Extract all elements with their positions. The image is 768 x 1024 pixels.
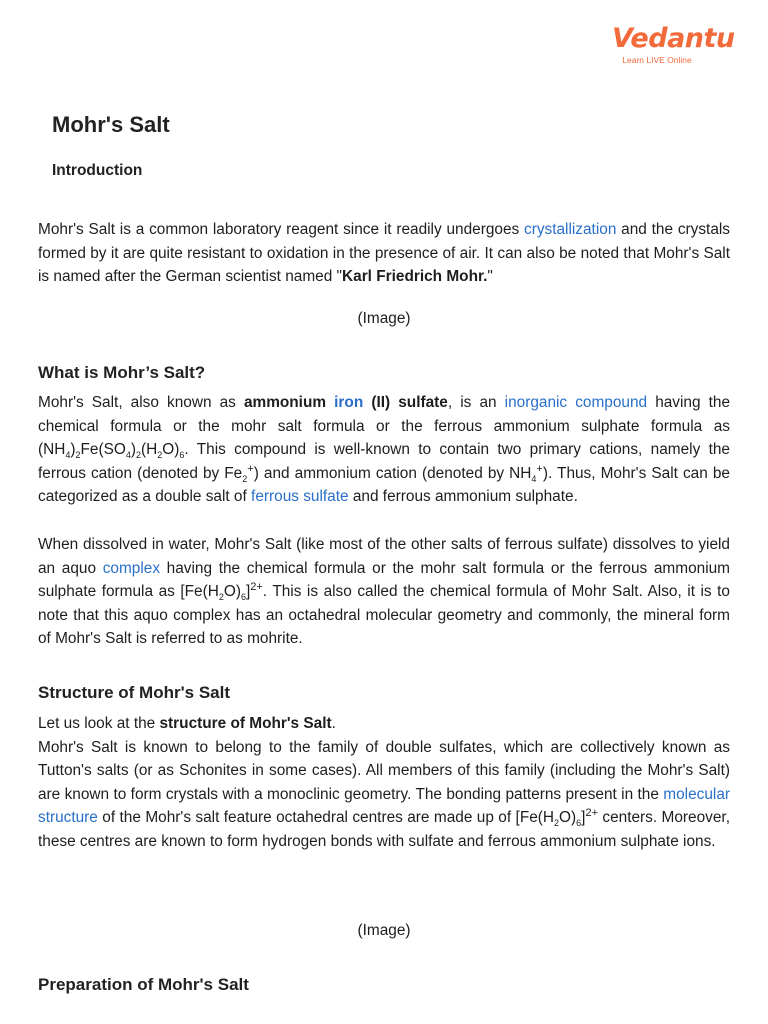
link-complex[interactable]: complex <box>102 559 161 577</box>
structure-section <box>38 681 730 705</box>
intro-paragraph: Mohr's Salt is a common laboratory reagent since it readily undergoes crystallization and the crystals formed by it are quite resistant to oxidation in the presence of air. It can also be noted that Mohr's Salt is named after the German scientist named "Karl Friedrich Mohr." <box>38 221 730 285</box>
link-ferrous-sulfate[interactable]: ferrous sulfate <box>251 488 349 505</box>
intro-section <box>38 218 730 289</box>
preparation-section <box>38 973 730 997</box>
link-iron[interactable]: iron <box>334 394 364 411</box>
logo-tagline: Learn LIVE Online <box>622 55 692 65</box>
image-placeholder-2: (Image) <box>357 922 411 939</box>
scientist-name: Karl Friedrich Mohr. <box>342 268 488 285</box>
vedantu-logo <box>612 22 735 65</box>
what-paragraph-2: When dissolved in water, Mohr's Salt (like most of the other salts of ferrous sulfate) dissolves to yield an aquo complex having the chemical formula or the mohr salt formula or the ferrous ammonium sulphate formula as $[Fe(H_2O)_6]^{2+}$. This is also called the chemical formula of Mohr Salt. Also, it is to note that this aquo complex has an octahedral molecular geometry and commonly, the mineral form of Mohr's Salt is referred to as mohrite. <box>38 536 730 647</box>
structure-intro-line: Let us look at the structure of Mohr's Salt. <box>38 715 336 732</box>
what-heading: What is Mohr’s Salt? <box>38 363 206 382</box>
link-crystallization[interactable]: crystallization <box>524 221 617 238</box>
what-body <box>38 391 730 509</box>
logo-wordmark: Vedantu <box>612 23 735 54</box>
what-body-2 <box>38 533 730 651</box>
what-section <box>38 361 730 385</box>
image-placeholder-1: (Image) <box>357 310 411 327</box>
intro-heading: Introduction <box>52 162 143 179</box>
page-title: Mohr's Salt <box>52 112 170 137</box>
link-inorganic-compound[interactable]: inorganic compound <box>504 394 648 411</box>
what-paragraph-1: Mohr's Salt, also known as ammonium iron (II) sulfate, is an inorganic compound having the chemical formula or the mohr salt formula or the ferrous ammonium sulphate formula as $(NH_4)_2Fe(SO_4)_2(H_2O)_6$. This compound is well-known to contain two primary cations, namely the ferrous cation (denoted by $Fe_2^+$) and ammonium cation (denoted by $NH_4^+$). Thus, Mohr's Salt can be categorized as a double salt of ferrous sulfate and ferrous ammonium sulphate. <box>38 394 731 505</box>
structure-paragraph: Mohr's Salt is known to belong to the family of double sulfates, which are collectively known as Tutton's salts (or as Schonites in some cases). All members of this family (including the Mohr's Salt) are known to form crystals with a monoclinic geometry. The bonding patterns present in the molecular structure of the Mohr's salt feature octahedral centres are made up of $[Fe(H_2O)_6]^{2+}$ centers. Moreover, these centres are known to form hydrogen bonds with sulfate and ferrous ammonium sulphate ions. <box>38 738 730 850</box>
preparation-heading: Preparation of Mohr's Salt <box>38 975 249 994</box>
structure-body <box>38 712 730 853</box>
structure-heading: Structure of Mohr's Salt <box>38 683 231 702</box>
link-molecular-structure[interactable]: molecular structure <box>38 785 730 826</box>
